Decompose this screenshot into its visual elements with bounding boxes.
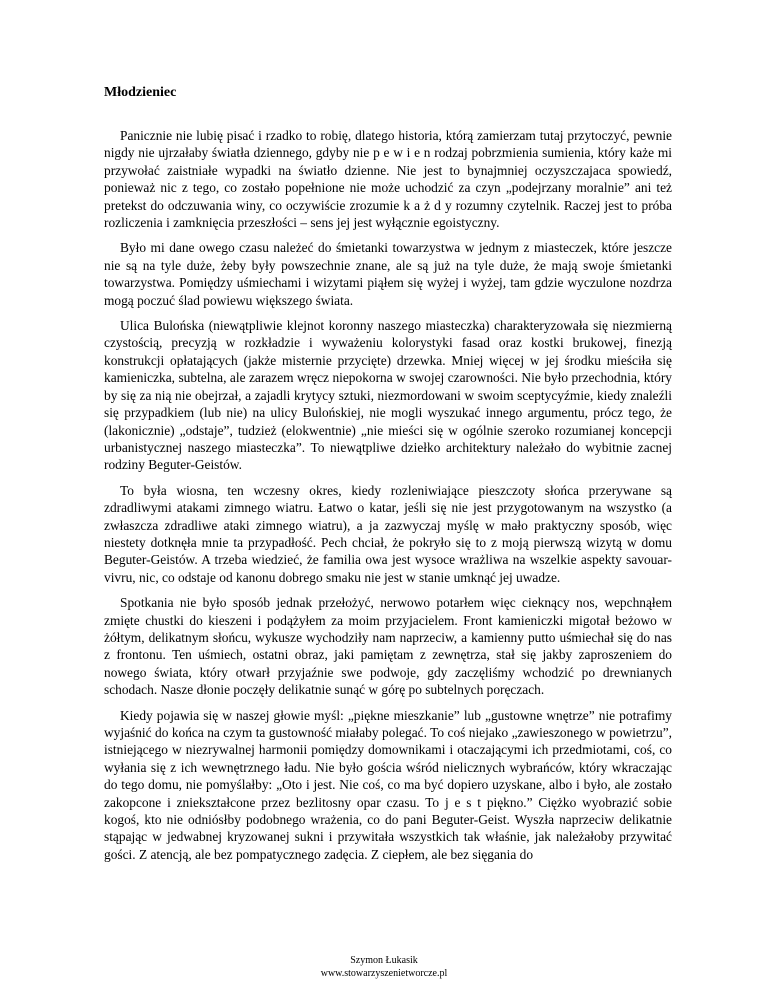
paragraph: Kiedy pojawia się w naszej głowie myśl: „piękne mieszkanie” lub „gustowne wnętrze” nie potrafimy wyjaśnić do końca na czym ta gustowność miałaby polegać. To coś niejako „zawieszonego w powietrzu”, istniejącego w niezrywalnej harmonii pomiędzy domownikami i otaczającymi ich przedmiotami, coś, co wyłania się z ich wewnętrznego ładu. Nie było gościa wśród nielicznych wybrańców, który wkraczając do tego domu, nie pomyślałby: „Oto i jest. Nie coś, co ma być dopiero uzyskane, albo i było, ale zostało zakopcone i zniekształcone przez bezlitosny opar czasu. To j e s t piękno.” Ciężko wyobrazić sobie kogoś, kto nie odniósłby podobnego wrażenia, co do pani Beguter-Geist. Wyszła naprzeciw delikatnie stąpając w jedwabnej kryzowanej sukni i przywitała wszystkich tak właśnie, jak należałoby przywitać gości. Z atencją, ale bez pompatycznego zadęcia. Z ciepłem, ale bez sięgania do [104,707,672,862]
paragraph: Panicznie nie lubię pisać i rzadko to robię, dlatego historia, którą zamierzam tutaj przytoczyć, pewnie nigdy nie ujrzałaby światła dziennego, gdyby nie p e w i e n rodzaj pobrzmienia sumienia, który każe mi przywołać zaistniałe wypadki na światło dzienne. Nie jest to bynajmniej oczyszczajaca spowiedź, ponieważ nic z tego, co zostało popełnione nie może uchodzić za czyn „podejrzany moralnie” ani też pretekst do odczuwania winy, co oczywiście zrozumie k a ż d y rozumny czytelnik. Raczej jest to próba rozliczenia i zamknięcia przeszłości – sens jej jest wyłącznie egoistyczny. [104,128,672,231]
document-title: Młodzieniec [104,85,177,100]
paragraph: Było mi dane owego czasu należeć do śmietanki towarzystwa w jednym z miasteczek, które jeszcze nie są na tyle duże, żeby były powszechnie znane, ale są już na tyle duże, że mają swoje śmietanki towarzystwa. Pomiędzy uśmiechami i wizytami piąłem się wyżej i wyżej, tam gdzie wyczulone nozdrza mogą poczuć ślad powiewu większego świata. [104,240,672,308]
footer-author: Szymon Łukasik [350,955,418,966]
footer-website: www.stowarzyszenietworcze.pl [320,968,448,979]
paragraph: Ulica Bulońska (niewątpliwie klejnot koronny naszego miasteczka) charakteryzowała się niezmierną czystością, precyzją w rozkładzie i wyważeniu kolorystyki fasad oraz kostki brukowej, finezją konstrukcji opłatających (jakże misternie przycięte) drzewka. Mniej więcej w jej środku mieściła się kamieniczka, subtelna, ale zarazem wręcz niepokorna w swojej czarowności. Nie było przechodnia, który by się za nią nie obejrzał, a zajadli krytycy sztuki, niezmordowani w swoim sceptycyźmie, kiedy znaleźli się przypadkiem (lub nie) na ulicy Bulońskiej, nie mogli wyszukać innego argumentu, prócz tego, że (lakonicznie) „odstaje”, tudzież (elokwentnie) „nie mieści się w ogólnie szeroko rozumianej koncepcji urbanistycznej naszego miasteczka”. To niewątpliwe dziełko architektury należało do wybitnie zacnej rodziny Beguter-Geistów. [104,318,672,473]
paragraph: Spotkania nie było sposób jednak przełożyć, nerwowo potarłem więc cieknący nos, wepchnąłem zmięte chustki do kieszeni i podążyłem za moim przyjacielem. Front kamieniczki migotał beżowo w żółtym, delikatnym słońcu, wykusze wychodziły nam naprzeciw, a kamienny putto uśmiechał się do nas z frontonu. Ten uśmiech, ostatni obraz, jaki pamiętam z zewnętrza, stał się jakby zaproszeniem do nowego świata, który otwarł przyjaźnie swe podwoje, gdy zaczęliśmy wchodzić po drewnianych schodach. Nasze dłonie poczęły delikatnie sunąć w górę po subtelnych poręczach. [104,595,672,698]
document-body [104,127,672,871]
paragraph: To była wiosna, ten wczesny okres, kiedy rozleniwiające pieszczoty słońca przerywane są zdradliwymi atakami zimnego wiatru. Łatwo o katar, jeśli się nie jest przygotowanym na wszystko (a zwłaszcza zdradliwe ataki zimnego wiatru), a ja zazwyczaj myślę w mało praktyczny sposób, więc niestety dotknęła mnie ta przypadłość. Pech chciał, że pokryło się to z moją pierwszą wizytą w domu Beguter-Geistów. A trzeba wiedzieć, że familia owa jest wysoce wrażliwa na wszelkie aspekty savouar-vivru, nic, co odstaje od kanonu dobrego smaku nie jest w stanie umknąć jej uwadze. [104,482,672,585]
